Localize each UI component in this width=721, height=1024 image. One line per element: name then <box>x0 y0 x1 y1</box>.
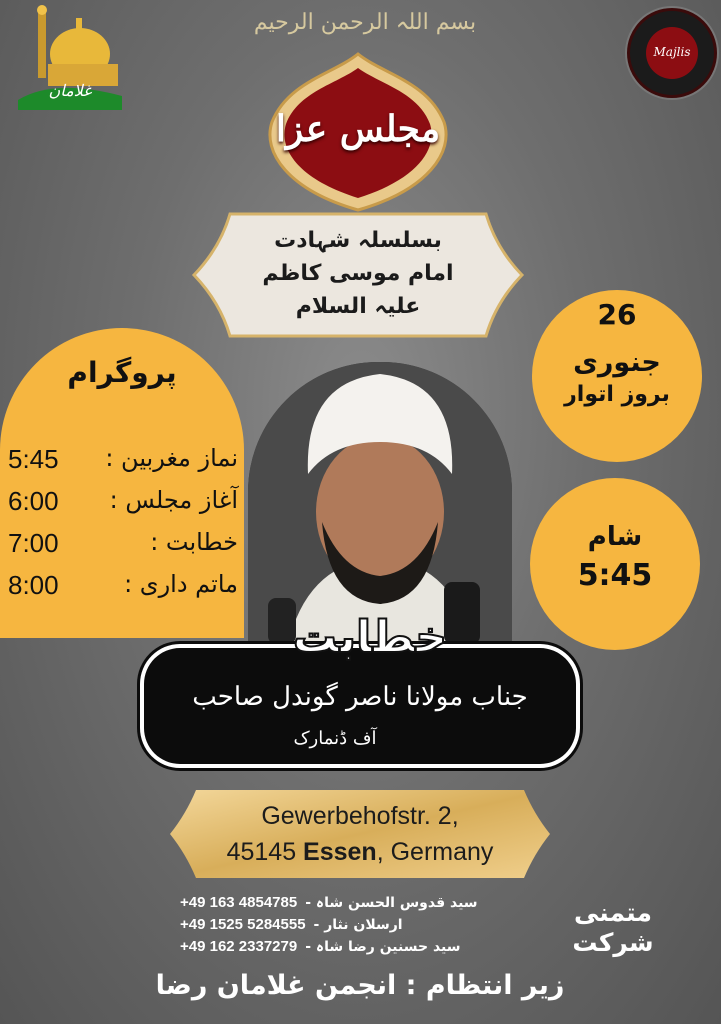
program-panel <box>0 328 244 638</box>
program-item-time: 5:45 <box>8 444 59 474</box>
date-day: 26 <box>597 298 637 331</box>
bismillah-calligraphy: بسم اللہ الرحمن الرحیم <box>253 10 477 35</box>
contact-phone[interactable]: +49 1525 5284555 <box>180 916 306 933</box>
contact-name: سید قدوس الحسن شاہ - <box>305 895 478 911</box>
contact-phone[interactable]: +49 163 4854785 <box>180 894 298 911</box>
program-item-time: 6:00 <box>8 486 59 516</box>
invitation-text <box>568 898 658 958</box>
seal-text: Majlis <box>653 45 691 59</box>
majlis-title: مجلس عزا <box>275 108 441 150</box>
program-item-label: نماز مغربین : <box>105 444 238 472</box>
time-value: 5:45 <box>577 558 653 593</box>
invite-line-1: متمنی <box>574 898 652 927</box>
contact-name: ارسلان نثار - <box>313 917 403 933</box>
speaker-photo <box>248 362 512 644</box>
program-item-time: 7:00 <box>8 528 59 558</box>
program-item <box>8 528 238 559</box>
time-label: شام <box>587 522 643 552</box>
program-item-label: آغاز مجلس : <box>109 486 238 514</box>
series-line-3: علیہ السلام <box>295 294 421 319</box>
contact-phone[interactable]: +49 162 2337279 <box>180 938 298 955</box>
series-line-1: بسلسلہ شہادت <box>274 228 442 253</box>
date-circle <box>532 290 702 462</box>
series-text <box>210 224 506 323</box>
venue-address <box>168 798 552 870</box>
program-item <box>8 444 238 475</box>
shrine-logo <box>14 4 126 114</box>
svg-text:غلامان: غلامان <box>48 81 92 100</box>
time-circle <box>530 478 700 650</box>
date-month: جنوری <box>573 347 661 378</box>
address-postcode: 45145 <box>226 838 304 866</box>
address-country: , Germany <box>376 838 494 866</box>
series-line-2: امام موسی کاظم <box>262 261 454 286</box>
organizer-line: زیر انتظام : انجمن غلامان رضا <box>155 970 565 1001</box>
speaker-origin: آف ڈنمارک <box>293 728 377 749</box>
contact-list <box>180 892 550 958</box>
speaker-name: جناب مولانا ناصر گوندل صاحب <box>192 682 528 712</box>
program-item-label: خطابت : <box>150 528 238 556</box>
program-item-time: 8:00 <box>8 570 59 600</box>
speaker-heading: خطابت <box>292 612 448 663</box>
contact-name: سید حسنین رضا شاہ - <box>305 939 461 955</box>
address-line-1: Gewerbehofstr. 2, <box>261 802 459 830</box>
address-line-2 <box>168 834 552 870</box>
address-city: Essen <box>303 838 377 866</box>
organization-seal-logo <box>627 8 717 98</box>
contact-item <box>180 914 550 936</box>
date-weekday: بروز اتوار <box>564 382 670 407</box>
program-item-label: ماتم داری : <box>124 570 238 598</box>
invite-line-2: شرکت <box>572 928 654 957</box>
program-item <box>8 486 238 517</box>
program-title: پروگرام <box>67 356 177 389</box>
contact-item <box>180 892 550 914</box>
contact-item <box>180 936 550 958</box>
program-item <box>8 570 238 601</box>
